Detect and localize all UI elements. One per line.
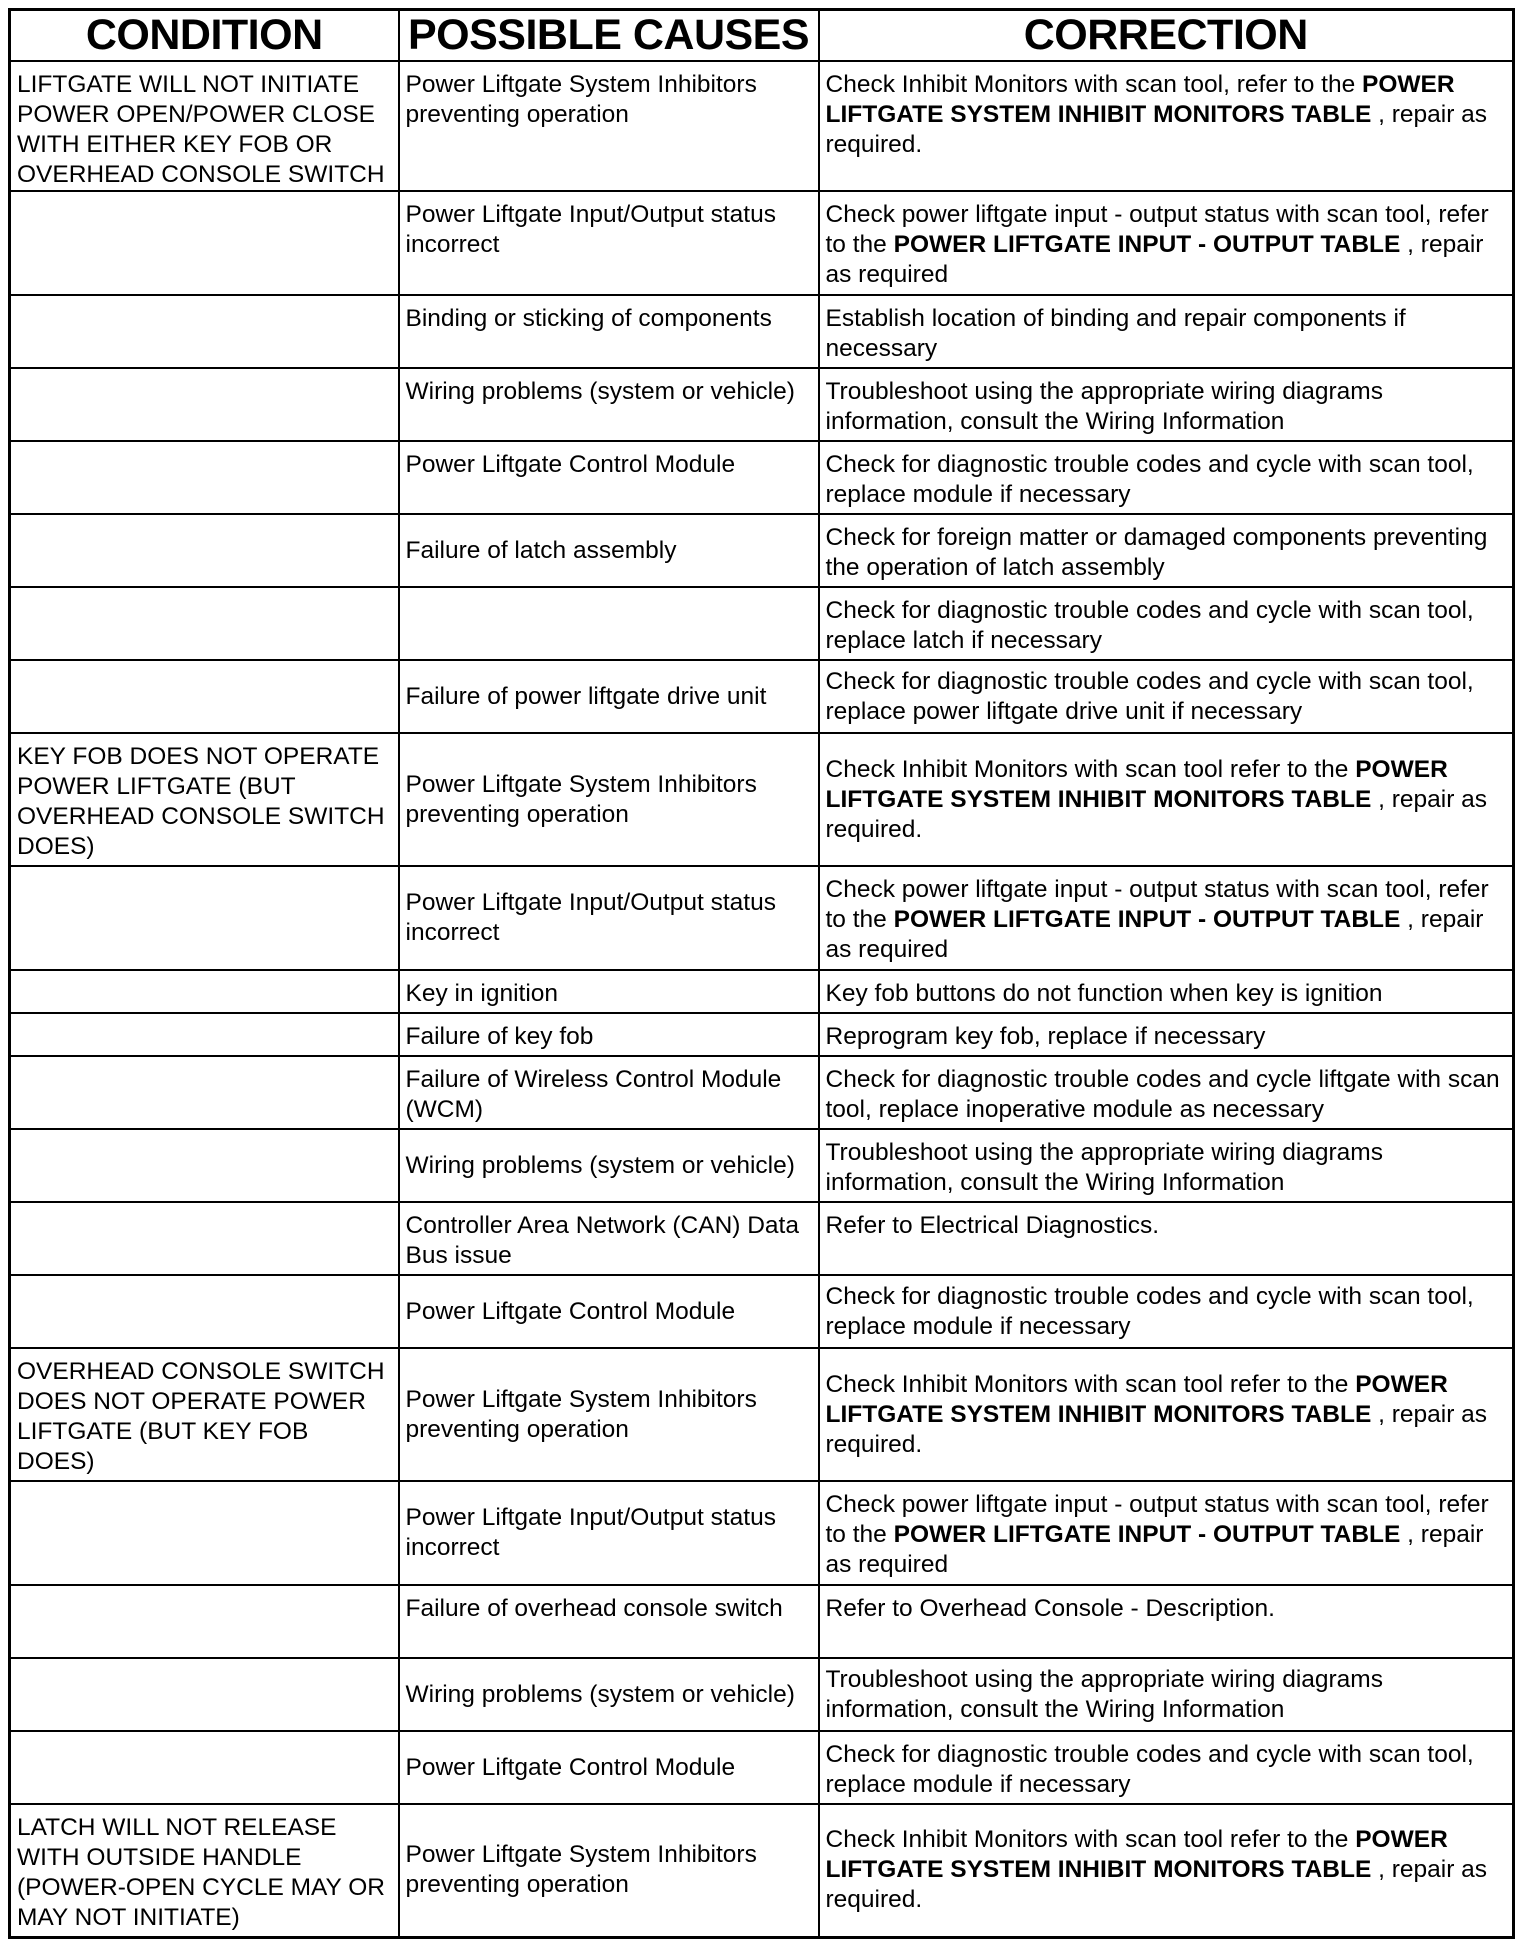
correction-text: , repair as required. (825, 785, 1488, 843)
correction-table-reference: POWER LIFTGATE INPUT - OUTPUT TABLE (893, 231, 1401, 258)
possible-cause-cell: Power Liftgate Input/Output status incorrect (399, 866, 819, 970)
correction-cell (819, 866, 1514, 970)
correction-text: Key fob buttons do not function when key is ignition (825, 980, 1383, 1007)
correction-text: Check for diagnostic trouble codes and cycle with scan tool, replace power liftgate drive unit if necessary (825, 667, 1474, 725)
correction-cell (819, 441, 1514, 514)
table-row (10, 866, 1514, 970)
correction-text: Check Inhibit Monitors with scan tool refer to the (825, 755, 1356, 783)
condition-cell (10, 587, 399, 660)
possible-cause-cell: Power Liftgate System Inhibitors preventing operation (399, 61, 819, 191)
possible-cause-cell: Power Liftgate Control Module (399, 1731, 819, 1804)
possible-cause-cell: Key in ignition (399, 970, 819, 1013)
condition-cell (10, 866, 399, 970)
correction-text: Check Inhibit Monitors with scan tool, refer to the (825, 71, 1363, 98)
correction-text: Check power liftgate input - output status with scan tool, refer to the (825, 1491, 1489, 1548)
possible-cause-cell (399, 587, 819, 660)
table-row (10, 970, 1514, 1013)
condition-cell (10, 191, 399, 295)
table-row (10, 441, 1514, 514)
possible-cause-cell: Power Liftgate Control Module (399, 1275, 819, 1348)
table-row (10, 1481, 1514, 1585)
correction-cell (819, 1804, 1514, 1937)
possible-cause-cell: Failure of key fob (399, 1013, 819, 1056)
table-row (10, 1202, 1514, 1275)
correction-cell (819, 1056, 1514, 1129)
correction-text: Check for diagnostic trouble codes and cycle with scan tool, replace latch if necessary (825, 597, 1474, 654)
table-row (10, 1658, 1514, 1731)
correction-text: Check for diagnostic trouble codes and cycle with scan tool, replace module if necessary (825, 451, 1474, 508)
table-row (10, 61, 1514, 191)
condition-cell (10, 1275, 399, 1348)
condition-cell (10, 1658, 399, 1731)
possible-cause-cell: Failure of Wireless Control Module (WCM) (399, 1056, 819, 1129)
correction-text: , repair as required. (825, 1400, 1488, 1458)
correction-cell (819, 660, 1514, 733)
diagnosis-table (8, 8, 1515, 1939)
correction-cell (819, 1202, 1514, 1275)
possible-cause-cell: Failure of power liftgate drive unit (399, 660, 819, 733)
possible-cause-cell: Wiring problems (system or vehicle) (399, 1658, 819, 1731)
possible-cause-cell: Failure of latch assembly (399, 514, 819, 587)
table-row (10, 1585, 1514, 1658)
condition-cell (10, 970, 399, 1013)
correction-cell (819, 1275, 1514, 1348)
correction-text: Check for foreign matter or damaged components preventing the operation of latch assembly (825, 524, 1488, 581)
correction-cell (819, 368, 1514, 441)
correction-table-reference: POWER LIFTGATE SYSTEM INHIBIT MONITORS TABLE (825, 71, 1455, 128)
condition-cell (10, 295, 399, 368)
correction-text: Check for diagnostic trouble codes and cycle with scan tool, replace module if necessary (825, 1282, 1474, 1340)
correction-text: Check for diagnostic trouble codes and cycle with scan tool, replace module if necessary (825, 1741, 1474, 1798)
correction-text: , repair as required (825, 231, 1484, 288)
correction-text: Troubleshoot using the appropriate wiring diagrams information, consult the Wiring Information (825, 378, 1383, 435)
correction-cell (819, 295, 1514, 368)
correction-cell (819, 587, 1514, 660)
correction-text: Check Inhibit Monitors with scan tool refer to the (825, 1826, 1356, 1854)
correction-cell (819, 1731, 1514, 1804)
correction-cell (819, 514, 1514, 587)
table-row (10, 1731, 1514, 1804)
table-row (10, 1056, 1514, 1129)
correction-text: Establish location of binding and repair components if necessary (825, 305, 1406, 362)
correction-text: Reprogram key fob, replace if necessary (825, 1023, 1266, 1050)
condition-cell (10, 1056, 399, 1129)
correction-cell (819, 1481, 1514, 1585)
correction-text: Troubleshoot using the appropriate wiring diagrams information, consult the Wiring Information (825, 1139, 1383, 1196)
correction-text: Refer to Electrical Diagnostics. (825, 1212, 1160, 1239)
correction-cell (819, 1129, 1514, 1202)
condition-cell (10, 1731, 399, 1804)
condition-cell (10, 1481, 399, 1585)
table-row (10, 1348, 1514, 1481)
table-row (10, 1275, 1514, 1348)
correction-text: Troubleshoot using the appropriate wiring diagrams information, consult the Wiring Information (825, 1665, 1383, 1723)
correction-text: , repair as required. (825, 101, 1488, 158)
header-condition: CONDITION (10, 10, 399, 62)
correction-table-reference: POWER LIFTGATE INPUT - OUTPUT TABLE (893, 906, 1401, 933)
correction-cell (819, 733, 1514, 866)
table-row (10, 733, 1514, 866)
correction-cell (819, 1585, 1514, 1658)
correction-text: Check power liftgate input - output status with scan tool, refer to the (825, 201, 1489, 258)
possible-cause-cell: Power Liftgate Input/Output status incorrect (399, 191, 819, 295)
correction-text: Check power liftgate input - output status with scan tool, refer to the (825, 876, 1489, 933)
possible-cause-cell: Wiring problems (system or vehicle) (399, 368, 819, 441)
possible-cause-cell: Controller Area Network (CAN) Data Bus issue (399, 1202, 819, 1275)
condition-cell (10, 1585, 399, 1658)
correction-table-reference: POWER LIFTGATE INPUT - OUTPUT TABLE (893, 1521, 1401, 1548)
condition-cell: LATCH WILL NOT RELEASE WITH OUTSIDE HANDLE (POWER-OPEN CYCLE MAY OR MAY NOT INITIATE) (10, 1804, 399, 1937)
condition-cell (10, 660, 399, 733)
table-row (10, 587, 1514, 660)
condition-cell: KEY FOB DOES NOT OPERATE POWER LIFTGATE (BUT OVERHEAD CONSOLE SWITCH DOES) (10, 733, 399, 866)
document-page (8, 8, 1512, 1939)
correction-table-reference: POWER LIFTGATE SYSTEM INHIBIT MONITORS TABLE (825, 1826, 1448, 1884)
correction-table-reference: POWER LIFTGATE SYSTEM INHIBIT MONITORS TABLE (825, 755, 1448, 813)
possible-cause-cell: Power Liftgate Input/Output status incorrect (399, 1481, 819, 1585)
table-row (10, 295, 1514, 368)
correction-text: , repair as required. (825, 1856, 1488, 1914)
condition-cell (10, 1202, 399, 1275)
condition-cell (10, 441, 399, 514)
condition-cell (10, 1129, 399, 1202)
table-row (10, 1013, 1514, 1056)
condition-cell (10, 368, 399, 441)
possible-cause-cell: Wiring problems (system or vehicle) (399, 1129, 819, 1202)
table-row (10, 1129, 1514, 1202)
correction-cell (819, 1348, 1514, 1481)
correction-text: Check for diagnostic trouble codes and cycle liftgate with scan tool, replace inoperative module as necessary (825, 1066, 1500, 1123)
header-correction: CORRECTION (819, 10, 1514, 62)
possible-cause-cell: Power Liftgate System Inhibitors preventing operation (399, 1804, 819, 1937)
table-row (10, 1804, 1514, 1937)
condition-cell: LIFTGATE WILL NOT INITIATE POWER OPEN/POWER CLOSE WITH EITHER KEY FOB OR OVERHEAD CONSOLE SWITCH (10, 61, 399, 191)
correction-cell (819, 1013, 1514, 1056)
possible-cause-cell: Power Liftgate Control Module (399, 441, 819, 514)
possible-cause-cell: Power Liftgate System Inhibitors preventing operation (399, 1348, 819, 1481)
header-row (10, 10, 1514, 62)
table-body (10, 61, 1514, 1937)
condition-cell (10, 1013, 399, 1056)
correction-text: Refer to Overhead Console - Description. (825, 1595, 1275, 1622)
correction-cell (819, 1658, 1514, 1731)
condition-cell: OVERHEAD CONSOLE SWITCH DOES NOT OPERATE POWER LIFTGATE (BUT KEY FOB DOES) (10, 1348, 399, 1481)
table-row (10, 368, 1514, 441)
possible-cause-cell: Failure of overhead console switch (399, 1585, 819, 1658)
table-row (10, 191, 1514, 295)
correction-cell (819, 61, 1514, 191)
possible-cause-cell: Power Liftgate System Inhibitors preventing operation (399, 733, 819, 866)
correction-text: Check Inhibit Monitors with scan tool refer to the (825, 1370, 1356, 1398)
correction-cell (819, 970, 1514, 1013)
possible-cause-cell: Binding or sticking of components (399, 295, 819, 368)
correction-cell (819, 191, 1514, 295)
correction-text: , repair as required (825, 1521, 1484, 1578)
table-row (10, 660, 1514, 733)
correction-text: , repair as required (825, 906, 1484, 963)
condition-cell (10, 514, 399, 587)
correction-table-reference: POWER LIFTGATE SYSTEM INHIBIT MONITORS TABLE (825, 1370, 1448, 1428)
table-row (10, 514, 1514, 587)
header-possible-causes: POSSIBLE CAUSES (399, 10, 819, 62)
